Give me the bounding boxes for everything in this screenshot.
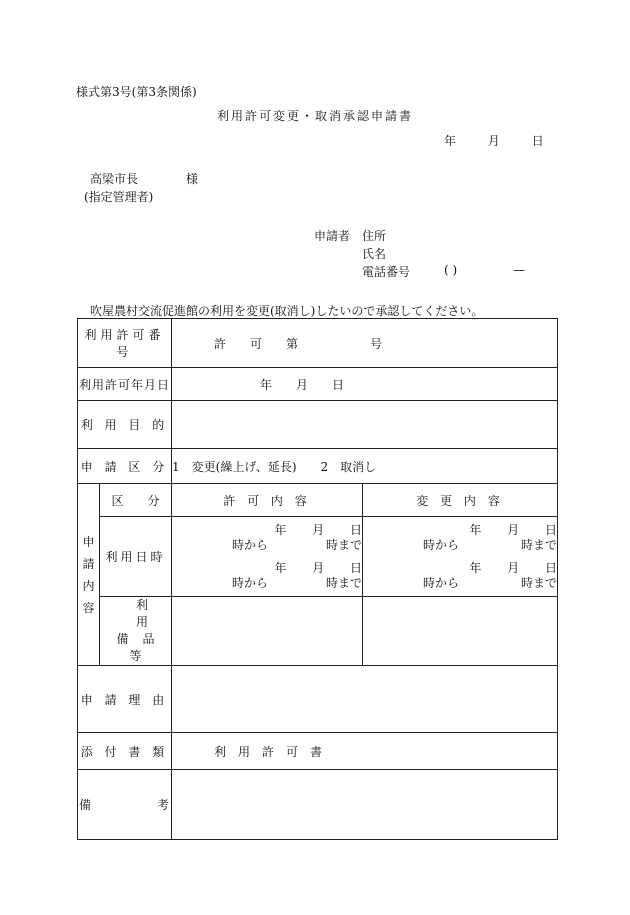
category-options[interactable]: 1 変更(繰上げ、延長) 2 取消し <box>172 449 558 484</box>
phone-area-code-field[interactable]: ( ) <box>444 263 458 277</box>
permit-datetime-field[interactable] <box>172 517 363 597</box>
applicant-label: 申請者 <box>314 229 351 243</box>
until-label: 時まで <box>326 537 363 552</box>
attachments-field[interactable]: 利 用 許 可 書 <box>172 733 558 770</box>
document-title: 利用許可変更・取消承認申請書 <box>216 109 413 123</box>
form-id: 様式第3号(第3条関係) <box>76 85 197 99</box>
permit-date-label: 利用許可年月日 <box>78 368 172 401</box>
addressee-honorific: 様 <box>186 172 199 186</box>
permit-number-label: 利用許可番号 <box>78 319 172 368</box>
content-side-char: 請 <box>82 556 95 571</box>
content-side-char: 容 <box>82 600 95 615</box>
phone-separator: — <box>513 263 525 277</box>
date-ymd: 年 月 日 <box>469 560 558 575</box>
equipment-label-line1: 利用 <box>136 598 185 629</box>
addressee-name: 高梁市長 <box>90 172 139 186</box>
addressee <box>90 170 198 187</box>
row-category <box>78 449 558 484</box>
purpose-label: 利 用 目 的 <box>78 401 172 449</box>
applicant-phone-label: 電話番号 <box>362 265 411 279</box>
reason-label: 申 請 理 由 <box>78 666 172 733</box>
year-label: 年 <box>444 134 457 148</box>
attachments-label: 添 付 書 類 <box>78 733 172 770</box>
row-content-header <box>78 484 558 517</box>
equipment-label <box>100 597 185 666</box>
from-label: 時から <box>423 575 460 590</box>
permit-date-field[interactable]: 年 月 日 <box>172 368 558 401</box>
change-content-header: 変 更 内 容 <box>363 484 558 517</box>
row-attachments <box>78 733 558 770</box>
until-label: 時まで <box>326 575 363 590</box>
request-sentence: 吹屋農村交流促進館の利用を変更(取消し)したいので承認してください。 <box>90 304 484 318</box>
row-datetime <box>78 517 558 597</box>
addressee-sub: (指定管理者) <box>84 190 154 204</box>
application-table <box>77 318 558 840</box>
category-label: 申 請 区 分 <box>78 449 172 484</box>
row-reason <box>78 666 558 733</box>
permit-equipment-field[interactable] <box>172 597 363 666</box>
permit-number-field[interactable]: 許 可 第 号 <box>172 319 558 368</box>
row-permit-date <box>78 368 558 401</box>
date-ymd: 年 月 日 <box>274 522 363 537</box>
kubun-label: 区 分 <box>100 484 172 517</box>
applicant-address-label: 住所 <box>362 229 387 243</box>
row-permit-number <box>78 319 558 368</box>
purpose-field[interactable] <box>172 401 558 449</box>
date-ymd: 年 月 日 <box>274 560 363 575</box>
until-label: 時まで <box>521 537 558 552</box>
remarks-field[interactable] <box>172 770 558 840</box>
row-equipment <box>78 597 558 666</box>
equipment-label-line2: 備品等 <box>116 632 169 663</box>
from-label: 時から <box>232 575 269 590</box>
row-purpose <box>78 401 558 449</box>
until-label: 時まで <box>521 575 558 590</box>
from-label: 時から <box>232 537 269 552</box>
remarks-label: 備 考 <box>78 770 172 840</box>
date-line <box>444 132 544 149</box>
row-remarks <box>78 770 558 840</box>
change-equipment-field[interactable] <box>363 597 558 666</box>
content-side-char: 申 <box>82 534 95 549</box>
content-side-label <box>78 484 100 666</box>
month-label: 月 <box>487 134 500 148</box>
change-datetime-field[interactable] <box>363 517 558 597</box>
day-label: 日 <box>531 134 544 148</box>
applicant-name-label: 氏名 <box>362 247 387 261</box>
content-side-char: 内 <box>82 578 95 593</box>
date-ymd: 年 月 日 <box>469 522 558 537</box>
reason-field[interactable] <box>172 666 558 733</box>
permit-content-header: 許 可 内 容 <box>172 484 363 517</box>
datetime-label: 利用日時 <box>100 517 172 597</box>
from-label: 時から <box>423 537 460 552</box>
